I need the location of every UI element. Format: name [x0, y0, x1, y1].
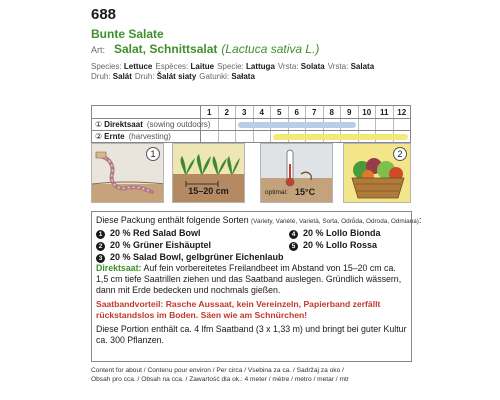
art-label: Art: — [91, 45, 106, 55]
latin-name: (Lactuca sativa L.) — [221, 42, 320, 56]
harvest-subtitle: (harvesting) — [128, 132, 171, 141]
names-row-2 — [91, 72, 411, 82]
month-10: 10 — [358, 106, 376, 118]
harvest-period-bar — [273, 134, 408, 140]
harvest-months — [201, 131, 410, 142]
name-value: Lettuce — [123, 62, 153, 71]
step-number: ② — [95, 132, 103, 141]
variety-note: (Variety, Variété, Varietà, Sorta, Odrůda, Odroda, Odmiana) — [251, 218, 419, 225]
variety-text: 20 % Salad Bowl, gelbgrüner Eichenlaub — [110, 252, 284, 262]
month-5: 5 — [270, 106, 288, 118]
name-label: Gatunki: — [199, 72, 230, 81]
name-label: Vrsta: — [327, 62, 349, 71]
variety-text: 20 % Lollo Bionda — [303, 228, 381, 238]
sowing-instructions — [96, 263, 407, 296]
calendar-row-sowing — [92, 118, 410, 130]
name-value: Sałata — [231, 72, 255, 81]
optimal-label: optimal: — [265, 189, 288, 196]
name-label: Druh: — [91, 72, 111, 81]
month-header — [201, 106, 410, 118]
name-value: Laitue — [190, 62, 215, 71]
growing-calendar — [91, 105, 411, 143]
harvest-label — [92, 131, 201, 142]
product-code: 688 — [91, 6, 117, 23]
category-title: Bunte Salate — [91, 27, 164, 41]
harvest-illustration — [343, 143, 411, 203]
variety-number: 3 — [96, 254, 105, 263]
sowing-period-bar — [238, 122, 356, 128]
sowing-illustration — [91, 143, 164, 203]
step-badge-2: 2 — [393, 147, 407, 161]
name-value: Lattuga — [246, 62, 275, 71]
name-label: Specie: — [217, 62, 244, 71]
variety-item — [96, 252, 284, 263]
calendar-row-harvest — [92, 130, 410, 142]
names-row-1 — [91, 62, 411, 72]
calendar-header-row — [92, 106, 410, 118]
month-1: 1 — [207, 107, 212, 117]
variety-item — [289, 228, 381, 239]
temperature-illustration — [260, 143, 333, 203]
variety-text: 20 % Grüner Eishäuptel — [110, 240, 212, 250]
month-9: 9 — [340, 106, 358, 118]
month-12: 12 — [393, 106, 411, 118]
month-4: 4 — [253, 106, 271, 118]
translated-names — [91, 62, 411, 82]
title-block — [91, 28, 319, 57]
spacing-text: 15–20 cm — [188, 186, 229, 196]
variety-text: 20 % Red Salad Bowl — [110, 228, 201, 238]
name-value: Salát — [112, 72, 132, 81]
name-value: Šalát siaty — [156, 72, 197, 81]
variety-number: 5 — [289, 242, 298, 251]
month-7: 7 — [305, 106, 323, 118]
species-name: Salat, Schnittsalat — [114, 42, 218, 56]
name-value: Solata — [300, 62, 325, 71]
step-number: ① — [95, 120, 103, 129]
spacing-illustration — [172, 143, 245, 203]
sowing-label — [92, 119, 211, 130]
name-label: Species: — [91, 62, 122, 71]
harvest-title: Ernte — [104, 132, 125, 141]
month-6: 6 — [288, 106, 306, 118]
footer-line-1: Content for about / Contenu pour environ / Per circa / Vsebina za ca. / Sadržaj za oko / — [91, 367, 344, 374]
optimal-temperature: 15°C — [295, 187, 316, 197]
calendar-corner — [92, 106, 201, 118]
content-amount-footer — [91, 366, 411, 384]
variety-item — [289, 240, 377, 251]
varieties-intro — [96, 215, 422, 227]
variety-item — [96, 240, 211, 251]
sowing-body: Auf fein vorbereitetes Freilandbeet im Abstand von 15–20 cm ca. 1,5 cm tiefe Saatrillen ziehen und das Saatband auslegen. Gründlich wässern, dann mit Erde bedecken und nochmals gießen. — [96, 263, 402, 295]
species-row — [91, 42, 319, 57]
variety-list — [96, 228, 407, 263]
variety-text: 20 % Lollo Rossa — [303, 240, 378, 250]
month-8: 8 — [323, 106, 341, 118]
variety-number: 2 — [96, 242, 105, 251]
sowing-subtitle: (sowing outdoors) — [146, 120, 211, 129]
intro-colon: : — [418, 215, 422, 225]
month-3: 3 — [235, 106, 253, 118]
sowing-months — [201, 119, 410, 130]
seed-tape-advantage: Saatbandvorteil: Rasche Aussaat, kein Vereinzeln, Papierband zerfällt rückstandslos im Boden. Säen wie am Schnürchen! — [96, 299, 381, 320]
name-label: Druh: — [134, 72, 155, 81]
package-contents — [91, 211, 422, 362]
sowing-title: Direktsaat — [104, 120, 143, 129]
month-11: 11 — [375, 106, 393, 118]
yield-info: Diese Portion enthält ca. 4 lfm Saatband (3 x 1,33 m) und bringt bei guter Kultur ca. 300 Pflanzen. — [96, 324, 407, 345]
month-2: 2 — [218, 106, 236, 118]
intro-text: Diese Packung enthält folgende Sorten — [96, 215, 249, 225]
name-label: Vrsta: — [277, 62, 299, 71]
name-label: Espèces: — [155, 62, 189, 71]
sowing-heading: Direktsaat: — [96, 263, 142, 273]
name-value: Salata — [350, 62, 375, 71]
variety-number: 4 — [289, 230, 298, 239]
variety-item — [96, 228, 201, 239]
step-badge-1: 1 — [146, 147, 160, 161]
variety-number: 1 — [96, 230, 105, 239]
footer-line-2: Obsah pro cca. / Obsah na cca. / Zawartość dla ok.: 4 meter / mètre / metro / metar / mtr — [91, 376, 349, 383]
